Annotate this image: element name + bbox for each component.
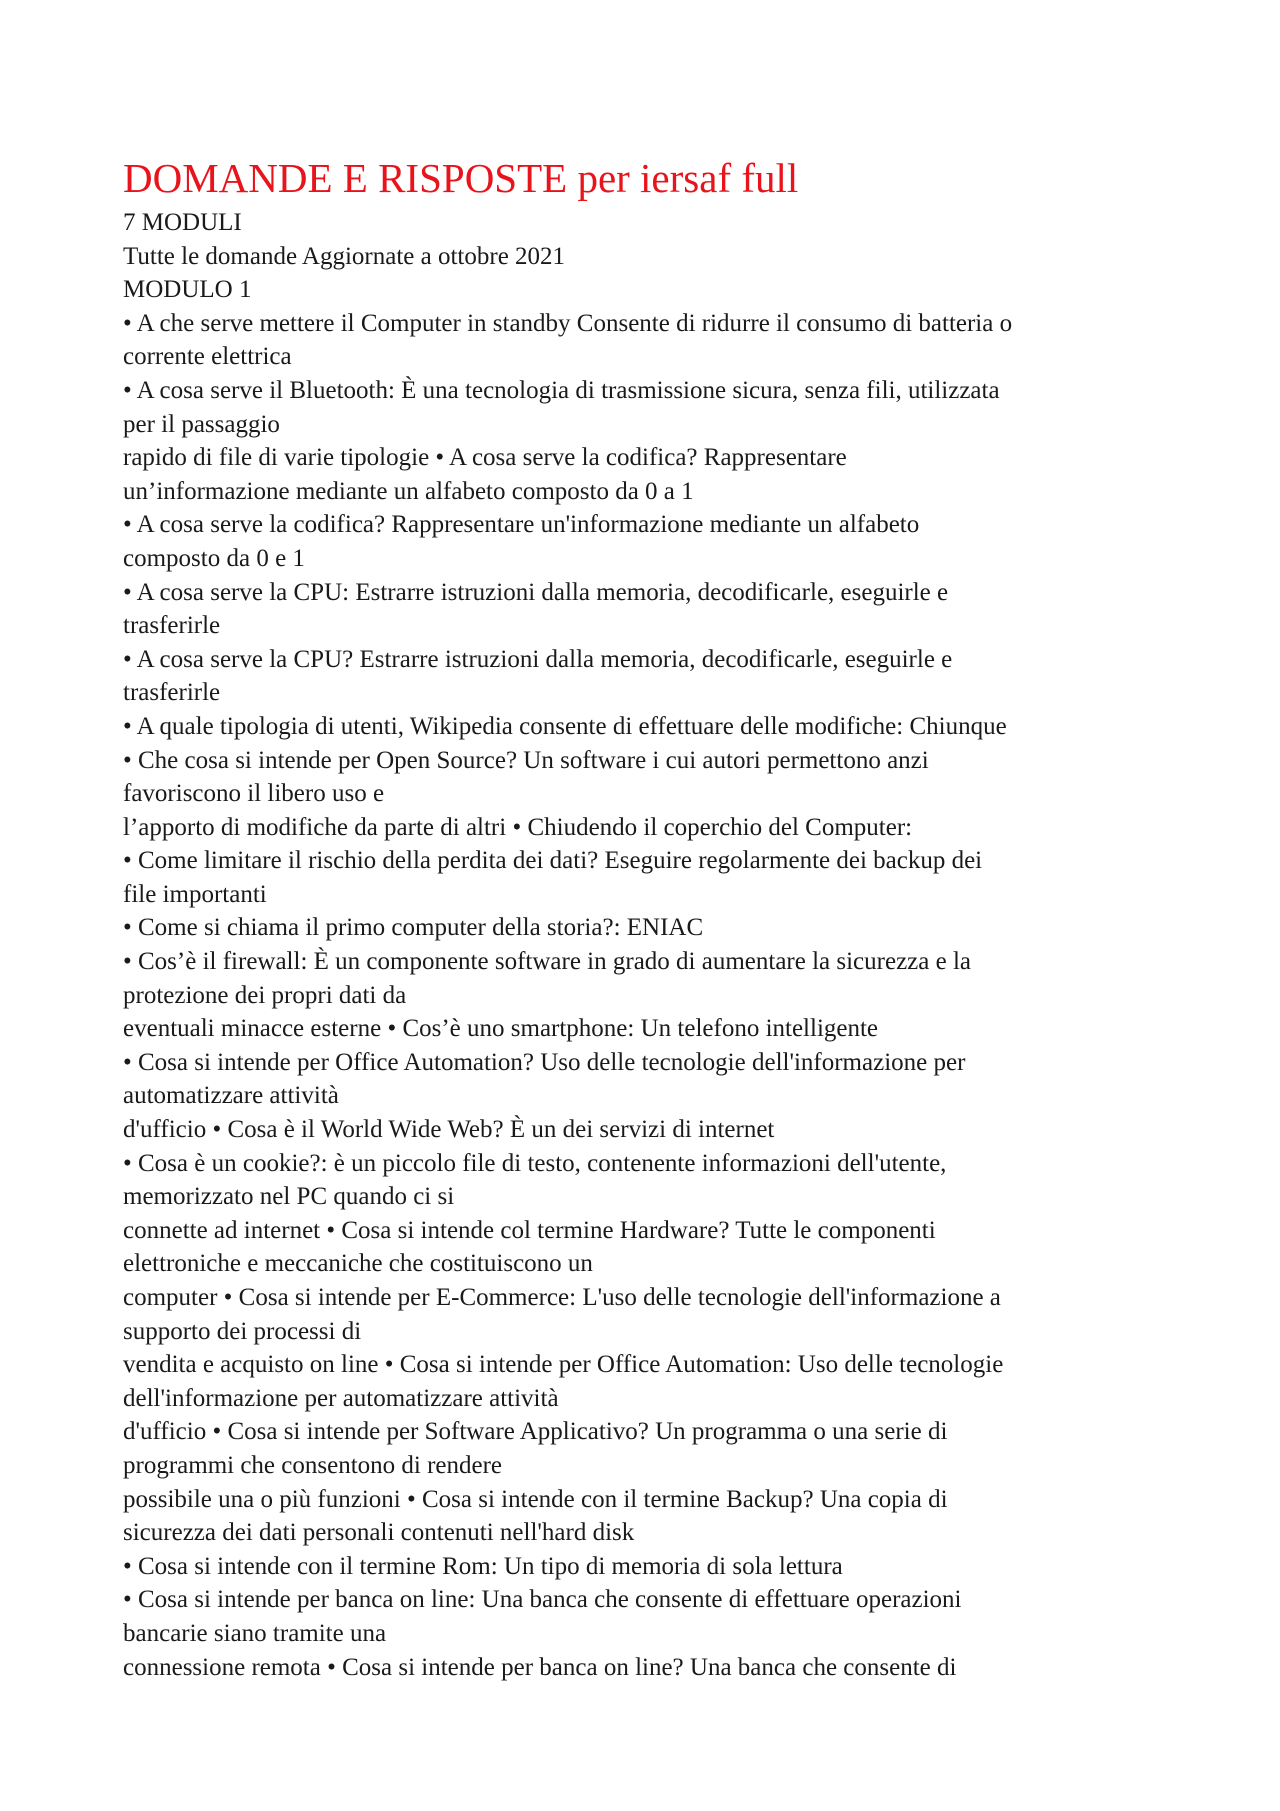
text-line: protezione dei propri dati da bbox=[123, 981, 407, 1009]
text-line: eventuali minacce esterne • Cos’è uno smartphone: Un telefono intelligente bbox=[123, 1015, 879, 1043]
text-line: • A cosa serve la codifica? Rappresentare un'informazione mediante un alfabeto bbox=[123, 511, 920, 539]
text-line: un’informazione mediante un alfabeto composto da 0 a 1 bbox=[123, 477, 694, 505]
text-line: • Cosa si intende per banca on line: Una banca che consente di effettuare operazioni bbox=[123, 1586, 962, 1614]
text-line: file importanti bbox=[123, 880, 267, 908]
document-title: DOMANDE E RISPOSTE per iersaf full bbox=[123, 155, 799, 201]
text-line: • Che cosa si intende per Open Source? Un software i cui autori permettono anzi bbox=[123, 746, 929, 774]
text-line: supporto dei processi di bbox=[123, 1317, 362, 1345]
text-line: MODULO 1 bbox=[123, 276, 252, 304]
text-line: elettroniche e meccaniche che costituiscono un bbox=[123, 1250, 593, 1278]
text-line: d'ufficio • Cosa si intende per Software Applicativo? Un programma o una serie di bbox=[123, 1418, 948, 1446]
document-body bbox=[123, 206, 1183, 1684]
text-line: memorizzato nel PC quando ci si bbox=[123, 1183, 455, 1211]
text-line: programmi che consentono di rendere bbox=[123, 1451, 503, 1479]
text-line: per il passaggio bbox=[123, 410, 280, 438]
text-line: • Come si chiama il primo computer della storia?: ENIAC bbox=[123, 914, 704, 942]
text-line: • A cosa serve il Bluetooth: È una tecnologia di trasmissione sicura, senza fili, utilizzata bbox=[123, 376, 1000, 404]
text-line: trasferirle bbox=[123, 612, 221, 640]
text-line: • A cosa serve la CPU? Estrarre istruzioni dalla memoria, decodificarle, eseguirle e bbox=[123, 645, 953, 673]
text-line: trasferirle bbox=[123, 679, 221, 707]
text-line: • Come limitare il rischio della perdita dei dati? Eseguire regolarmente dei backup dei bbox=[123, 847, 983, 875]
text-line: bancarie siano tramite una bbox=[123, 1619, 387, 1647]
text-line: computer • Cosa si intende per E-Commerce: L'uso delle tecnologie dell'informazione a bbox=[123, 1284, 1001, 1311]
text-line: • Cosa è un cookie?: è un piccolo file di testo, contenente informazioni dell'utente, bbox=[123, 1149, 947, 1177]
text-line: • A che serve mettere il Computer in standby Consente di ridurre il consumo di batteria o bbox=[123, 309, 1013, 337]
text-line: d'ufficio • Cosa è il World Wide Web? È un dei servizi di internet bbox=[123, 1116, 775, 1144]
text-line: • A quale tipologia di utenti, Wikipedia consente di effettuare delle modifiche: Chiunque bbox=[123, 712, 1007, 740]
text-line: sicurezza dei dati personali contenuti nell'hard disk bbox=[123, 1519, 635, 1547]
text-line: composto da 0 e 1 bbox=[123, 544, 305, 572]
text-line: favoriscono il libero uso e bbox=[123, 780, 385, 808]
text-line: • Cosa si intende con il termine Rom: Un tipo di memoria di sola lettura bbox=[123, 1552, 843, 1580]
text-line: • Cos’è il firewall: È un componente software in grado di aumentare la sicurezza e la bbox=[123, 948, 971, 976]
text-line: dell'informazione per automatizzare attività bbox=[123, 1384, 559, 1412]
text-line: corrente elettrica bbox=[123, 343, 292, 371]
text-line: possibile una o più funzioni • Cosa si intende con il termine Backup? Una copia di bbox=[123, 1485, 948, 1513]
text-line: • A cosa serve la CPU: Estrarre istruzioni dalla memoria, decodificarle, eseguirle e bbox=[123, 578, 949, 606]
document-page bbox=[123, 150, 1183, 1684]
text-line: Tutte le domande Aggiornate a ottobre 2021 bbox=[123, 242, 566, 270]
text-line: automatizzare attività bbox=[123, 1082, 339, 1110]
text-line: rapido di file di varie tipologie • A cosa serve la codifica? Rappresentare bbox=[123, 444, 847, 472]
text-line: l’apporto di modifiche da parte di altri • Chiudendo il coperchio del Computer: bbox=[123, 813, 913, 841]
text-line: vendita e acquisto on line • Cosa si intende per Office Automation: Uso delle tecnologie bbox=[123, 1351, 1004, 1379]
text-line: • Cosa si intende per Office Automation? Uso delle tecnologie dell'informazione per bbox=[123, 1048, 966, 1076]
text-line: connette ad internet • Cosa si intende col termine Hardware? Tutte le componenti bbox=[123, 1216, 936, 1244]
text-line: connessione remota • Cosa si intende per banca on line? Una banca che consente di bbox=[123, 1653, 957, 1681]
text-line: 7 MODULI bbox=[123, 209, 242, 236]
